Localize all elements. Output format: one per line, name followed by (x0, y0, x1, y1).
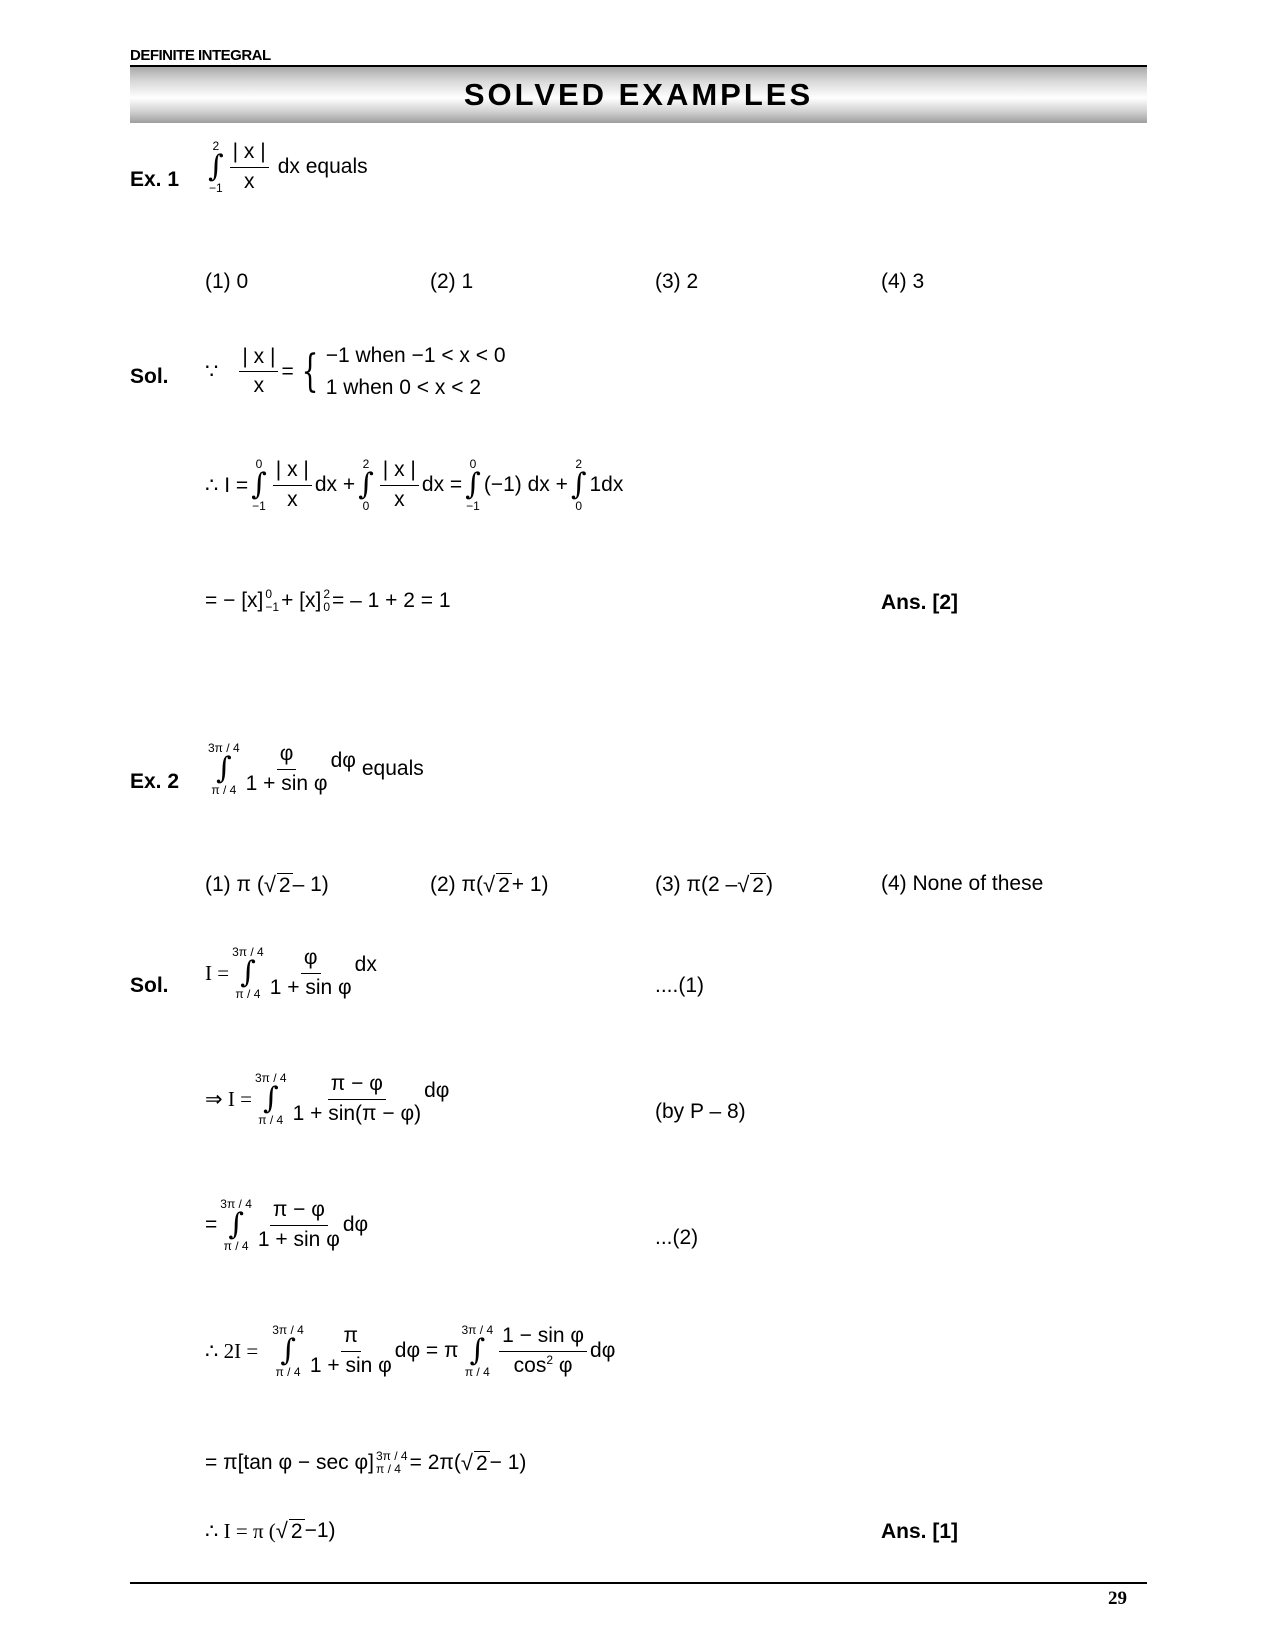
left-brace: { (301, 345, 319, 397)
solution-2-step-1: I = 3π / 4 ∫ π / 4 $\frac{\varphi}{\text{1 + sin φ}}$ dx (205, 945, 377, 1001)
example-2-option-2: (2) π( √ 2 + 1) (430, 872, 549, 897)
solution-1-split-integral: ∴ I = 0 ∫ −1 $\frac{| x |}{x}$ dx + 2 ∫ 0 $\frac{| x |}{x}$ dx = 0 ∫ −1 (−1) dx + 2 ∫ 0 1dx (205, 457, 624, 513)
example-1-label: Ex. 1 (130, 168, 180, 191)
page-number: 29 (1108, 1588, 1127, 1609)
example-2-label: Ex. 2 (130, 770, 180, 793)
example-1-question: 2 ∫ −1 $\frac{| x |}{x}$ dx equals (208, 139, 368, 195)
example-1-option-1: (1) 0 (205, 270, 249, 293)
example-1-option-4: (4) 3 (881, 270, 925, 293)
solution-1-label: Sol. (130, 365, 169, 388)
example-1-option-3: (3) 2 (655, 270, 699, 293)
equation-ref-2: ...(2) (655, 1226, 699, 1249)
example-1-option-2: (2) 1 (430, 270, 474, 293)
banner-title: SOLVED EXAMPLES (463, 77, 814, 112)
solution-2-step-4: ∴ 2I = 3π / 4 ∫ π / 4 $\frac{\pi}{\text{1 + sin φ}}$ dφ = π 3π / 4 ∫ π / 4 $\frac{\text{1 − sin φ}}{\cos^2 \varphi}$ dφ (205, 1323, 616, 1379)
solution-2-step-3: = 3π / 4 ∫ π / 4 $\frac{\pi - \varphi}{\text{1 + sin φ}}$ dφ (205, 1197, 369, 1253)
section-banner (130, 67, 1147, 123)
fraction: $\frac{| x |}{x}$ (230, 140, 269, 193)
example-2-option-1: (1) π ( √ 2 – 1) (205, 872, 329, 897)
solution-2-step-2: ⇒ I = 3π / 4 ∫ π / 4 $\frac{\pi - \varphi}{1 + \sin(\pi - \varphi)}$ dφ (205, 1071, 450, 1127)
example-1-answer: Ans. [2] (881, 591, 959, 614)
solution-1-piecewise: ∵ $\frac{| x |}{x}$ = { −1 when −1 < x < 0 1 when 0 < x < 2 (205, 344, 506, 399)
example-2-option-4: (4) None of these (881, 872, 1044, 895)
footer-rule (130, 1582, 1147, 1584)
integral-sign: 2 ∫ −1 (208, 139, 224, 195)
example-2-question: 3π / 4 ∫ π / 4 $\frac{\varphi}{\text{1 + sin φ}}$ dφ equals (208, 741, 424, 797)
property-reference: (by P – 8) (655, 1100, 746, 1123)
equation-ref-1: ....(1) (655, 974, 705, 997)
example-2-option-3: (3) π(2 – √ 2 ) (655, 872, 773, 897)
solution-1-evaluation: = − [x] 0 −1 + [x] 2 0 = – 1 + 2 = 1 (205, 587, 451, 614)
solution-2-result: ∴ I = π ( √ 2 −1) (205, 1518, 336, 1543)
example-2-answer: Ans. [1] (881, 1520, 959, 1543)
solution-2-step-5: = π[tan φ − sec φ] 3π / 4 π / 4 = 2π( √ 2 − 1) (205, 1449, 527, 1476)
chapter-title: DEFINITE INTEGRAL (130, 47, 271, 64)
solution-2-label: Sol. (130, 974, 169, 997)
